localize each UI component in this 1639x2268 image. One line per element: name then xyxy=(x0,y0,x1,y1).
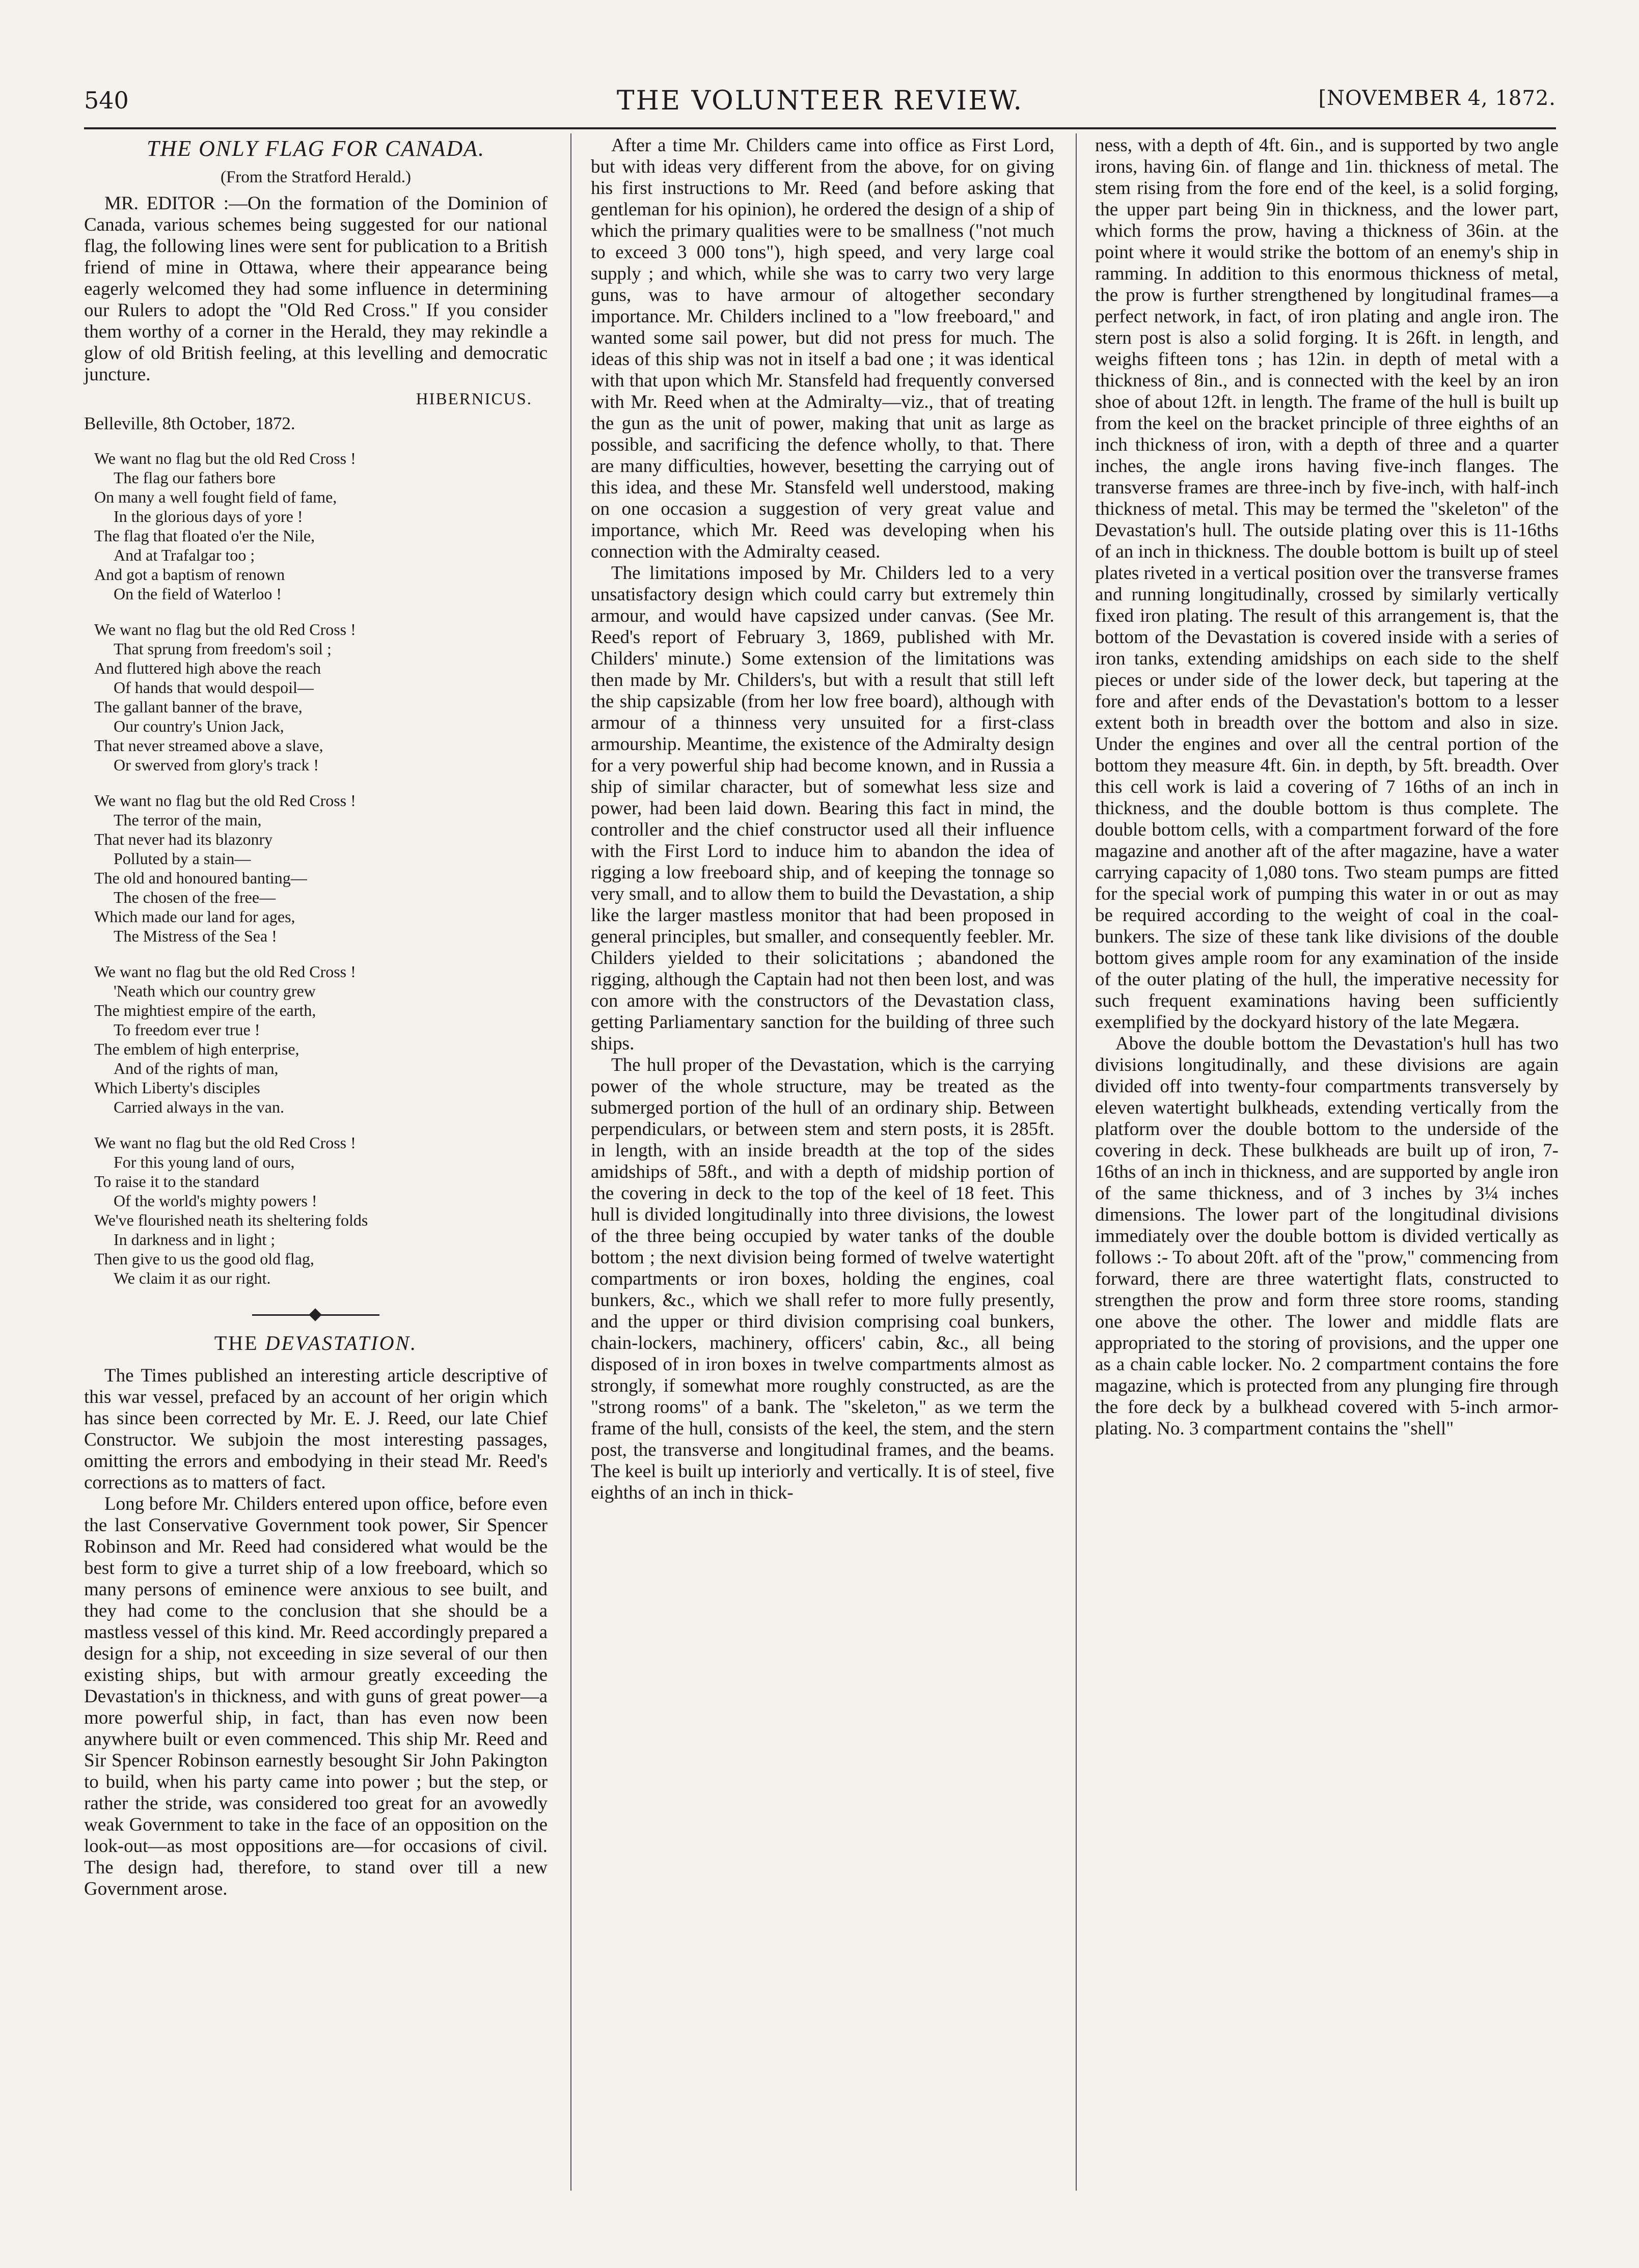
poem-title: THE ONLY FLAG FOR CANADA. xyxy=(147,136,485,161)
poem-source: (From the Stratford Herald.) xyxy=(221,168,411,186)
column-rule-1 xyxy=(570,133,571,2191)
poem-line: And got a baptism of renown xyxy=(94,565,285,584)
poem-line: That never streamed above a slave, xyxy=(94,736,323,755)
poem-line: The emblem of high enterprise, xyxy=(94,1040,299,1058)
poem-line: We've flourished neath its sheltering folds xyxy=(94,1211,368,1229)
editor-letter: MR. EDITOR :—On the formation of the Dominion of Canada, various schemes being suggested for our national flag, the following lines were sent for publication to a British friend of mine in Ottawa, where their appearance being eagerly welcomed they had some influence in determining our Rulers to adopt the "Old Red Cross." If you consider them worthy of a corner in the Herald, they may rekindle a glow of old British feeling, at this levelling and democratic juncture. xyxy=(84,193,548,385)
poem-line: The flag that floated o'er the Nile, xyxy=(94,527,315,545)
poem-stanza xyxy=(94,791,548,946)
poem-stanza xyxy=(94,1133,548,1288)
article-paragraph: The Times published an interesting article descriptive of this war vessel, prefaced by an account of her origin which has since been corrected by Mr. E. J. Reed, our late Chief Constructor. We subjoin the most interesting passages, omitting the errors and embodying in their stead Mr. Reed's corrections as to matters of fact. xyxy=(84,1365,548,1493)
poem-line: That never had its blazonry xyxy=(94,830,273,848)
article-paragraph: After a time Mr. Childers came into office as First Lord, but with ideas very different from the above, for on giving his first instructions to Mr. Reed (and before asking that gentleman for his opinion), he ordered the design of a ship of which the primary qualities were to be smallness ("not much to exceed 3 000 tons"), high speed, and very large coal supply ; and which, while she was to carry two very large guns, was to have armour of altogether secondary importance. Mr. Childers inclined to a "low freeboard," and wanted some sail power, but did not press for much. The ideas of this ship was not in itself a bad one ; it was identical with that upon which Mr. Stansfeld had frequently conversed with Mr. Reed when at the Admiralty—viz., that of treating the gun as the unit of power, making that unit as large as possible, and sacrificing the defence wholly, to that. There are many difficulties, however, besetting the carrying out of this idea, and these Mr. Stansfeld well understood, making on one occasion a suggestion of very great value and importance, which Mr. Reed was developing when his connection with the Admiralty ceased. xyxy=(591,135,1054,562)
poem-line: We want no flag but the old Red Cross ! xyxy=(94,962,356,981)
poem-line: Which made our land for ages, xyxy=(94,907,295,926)
poem-line: Carried always in the van. xyxy=(114,1098,284,1116)
poem-stanza xyxy=(94,962,548,1117)
section-divider xyxy=(84,1304,548,1324)
column-3 xyxy=(1095,135,1559,1440)
poem-line: And fluttered high above the reach xyxy=(94,659,321,677)
poem-line: In darkness and in light ; xyxy=(114,1230,276,1249)
poem-line: Polluted by a stain— xyxy=(114,849,251,868)
article-paragraph: Above the double bottom the Devastation's hull has two divisions longitudinally, and these divisions are again divided off into twenty-four compartments transversely by eleven watertight bulkheads, extending vertically from the platform over the double bottom to the underside of the covering in deck. These bulkheads are built up of iron, 7-16ths of an inch in thickness, and are supported by angle iron of the same thickness, and of 3 inches by 3¼ inches dimensions. The lower part of the longitudinal divisions immediately over the double bottom is divided vertically as follows :- To about 20ft. aft of the "prow," commencing from forward, there are three watertight flats, constructed to strengthen the prow and form three store rooms, standing one above the other. The lower and middle flats are appropriated to the storing of provisions, and the upper one as a chain cable locker. No. 2 compartment contains the fore magazine, which is protected from any plunging fire through the fore deck by a bulkhead covered with 5-inch armor-plating. No. 3 compartment contains the "shell" xyxy=(1095,1033,1559,1439)
poem-line: On the field of Waterloo ! xyxy=(114,585,282,603)
column-rule-2 xyxy=(1076,133,1077,2191)
poem-line: Our country's Union Jack, xyxy=(114,717,284,735)
poem-line: The chosen of the free— xyxy=(114,888,276,906)
poem-stanza xyxy=(94,620,548,775)
poem-line: The gallant banner of the brave, xyxy=(94,698,303,716)
article-paragraph: The hull proper of the Devastation, which is the carrying power of the whole structure, may be treated as the submerged portion of the hull of an ordinary ship. Between perpendiculars, or between stem and stern posts, it is 285ft. in length, with an inside breadth at the top of the sides amidships of 58ft., and with a depth of midship portion of the covering in deck to the top of the keel of 18 feet. This hull is divided longitudinally into three divisions, the lowest of the three being occupied by water tanks of the double bottom ; the next division being formed of twelve watertight compartments or iron boxes, holding the engines, coal bunkers, &c., which we shall refer to more fully presently, and the upper or third division comprising coal bunkers, chain-lockers, machinery, officers' cabin, &c., all being disposed of in iron boxes in twelve compartments almost as strongly, if somewhat more roughly constructed, as are the "strong rooms" of a bank. The "skeleton," as we term the frame of the hull, consists of the keel, the stem, and the stern post, the transverse and longitudinal frames, and the beams. The keel is built up interiorly and vertically. It is of steel, five eighths of an inch in thick- xyxy=(591,1055,1055,1503)
poem-line: The old and honoured banting— xyxy=(94,869,307,887)
poem-line: Or swerved from glory's track ! xyxy=(114,756,319,774)
article-paragraph: ness, with a depth of 4ft. 6in., and is supported by two angle irons, having 6in. of flange and 1in. thickness of metal. The stem rising from the fore end of the keel, is a solid forging, the upper part being 9in in thickness, and the lower part, which forms the prow, having a thickness of 36in. at the point where it would strike the bottom of an enemy's ship in ramming. In addition to this enormous thickness of metal, the prow is further strengthened by longitudinal frames—a perfect network, in fact, of iron plating and angle iron. The stern post is also a solid forging. It is 26ft. in length, and weighs fifteen tons ; has 12in. in depth of metal with a thickness of 8in., and is connected with the keel by an iron shoe of about 12ft. in length. The frame of the hull is built up from the keel on the bracket principle of three eighths of an inch thickness of iron, with a depth of three and a quarter inches, the angle irons having five-inch flanges. The transverse frames are three-inch by five-inch, with half-inch thickness of metal. This may be termed the "skeleton" of the Devastation's hull. The outside plating over this is 11-16ths of an inch in thickness. The double bottom is built up of steel plates riveted in a vertical position over the transverse frames and running longitudinally, crossed by similarly vertically fixed iron plating. The result of this arrangement is, that the bottom of the Devastation is covered inside with a series of iron tanks, extending amidships on each side to the shelf pieces or under side of the lower deck, but tapering at the fore and after ends of the Devastation's bottom to a lesser extent both in breadth over the bottom and also in size. Under the engines and over all the central portion of the bottom they measure 4ft. 6in. in depth, by 5ft. breadth. Over this cell work is laid a covering of 7 16ths of an inch in thickness, and the double bottom is thus complete. The double bottom cells, with a compartment forward of the fore magazine and another aft of the after magazine, have a water carrying capacity of 1,080 tons. Two steam pumps are fitted for the special work of pumping this water in or out as may be required according to the weight of coal in the coal-bunkers. The size of these tank like divisions of the double bottom gives ample room for any examination of the inside of the outer plating of the hull, the imperative necessity for such frequent examinations having been sufficiently exemplified by the dockyard history of the late Megæra. xyxy=(1095,135,1559,1033)
article-paragraph: The limitations imposed by Mr. Childers led to a very unsatisfactory design which could carry but extremely thin armour, and would have capsized under canvas. (See Mr. Reed's report of February 3, 1869, published with Mr. Childers' minute.) Some extension of the limitations was then made by Mr. Childers's, but with a result that still left the ship capsizable (from her low free board), although with armour of a thinness very unsuited for a first-class armourship. Meantime, the existence of the Admiralty design for a very powerful ship had become known, and in Russia a ship of similar character, but of somewhat less size and power, had been laid down. Bearing this fact in mind, the controller and the chief constructor used all their influence with the First Lord to induce him to abandon the idea of rigging a low freeboard ship, and of keeping the tonnage so very small, and to allow them to build the Devastation, a ship like the larger mastless monitor that had been proposed in general principles, but smaller, and consequently feebler. Mr. Childers yielded to their solicitations ; abandoned the rigging, although the Captain had not then been lost, and was con amore with the constructors of the Devastation class, getting Parliamentary sanction for the building of three such ships. xyxy=(591,563,1054,1054)
page-number: 540 xyxy=(84,87,129,114)
poem-line: 'Neath which our country grew xyxy=(114,982,316,1000)
poem-line: The mightiest empire of the earth, xyxy=(94,1001,316,1019)
poem-line: We want no flag but the old Red Cross ! xyxy=(94,620,356,639)
poem-line: And at Trafalgar too ; xyxy=(114,546,255,564)
poem-line: To raise it to the standard xyxy=(94,1172,259,1191)
poem-line: We want no flag but the old Red Cross ! xyxy=(94,791,356,810)
poem-stanza xyxy=(94,449,548,603)
poem-line: We want no flag but the old Red Cross ! xyxy=(94,449,356,467)
letter-signature: HIBERNICUS. xyxy=(416,390,532,408)
poem-line: And of the rights of man, xyxy=(114,1059,279,1077)
poem-line: The flag our fathers bore xyxy=(114,468,276,487)
poem-line: We want no flag but the old Red Cross ! xyxy=(94,1133,356,1152)
column-1 xyxy=(84,135,548,1900)
poem-line: The Mistress of the Sea ! xyxy=(114,927,277,945)
column-2 xyxy=(591,135,1054,1504)
article-title-ship: DEVASTATION. xyxy=(265,1332,418,1354)
poem-line: Which Liberty's disciples xyxy=(94,1078,260,1097)
letter-dateline: Belleville, 8th October, 1872. xyxy=(84,413,295,433)
poem-line: Then give to us the good old flag, xyxy=(94,1250,314,1268)
page-header xyxy=(84,81,1556,127)
poem-line: That sprung from freedom's soil ; xyxy=(114,640,332,658)
poem-line: On many a well fought field of fame, xyxy=(94,488,337,506)
article-paragraph: Long before Mr. Childers entered upon office, before even the last Conservative Government took power, Sir Spencer Robinson and Mr. Reed had considered what would be the best form to give a turret ship of a low freeboard, which so many persons of eminence were anxious to see built, and they had come to the conclusion that she should be a mastless vessel of this kind. Mr. Reed accordingly prepared a design for a ship, not exceeding in size several of our then existing ships, but with armour greatly exceeding the Devastation's in thickness, and with guns of great power—a more powerful ship, in fact, than has even now been anywhere built or even commenced. This ship Mr. Reed and Sir Spencer Robinson earnestly besought Sir John Pakington to build, when his party came into power ; but the step, or rather the stride, was considered too great for an avowedly weak Government to take in the face of an opposition on the look-out—as most oppositions are—for occasions of civil. The design had, therefore, to stand over till a new Government arose. xyxy=(84,1493,548,1899)
poem-line: Of the world's mighty powers ! xyxy=(114,1192,317,1210)
article-title xyxy=(84,1333,548,1354)
article-title-prefix: THE xyxy=(214,1332,259,1354)
poem-line: The terror of the main, xyxy=(114,811,262,829)
poem-line: For this young land of ours, xyxy=(114,1153,295,1171)
poem-line: In the glorious days of yore ! xyxy=(114,507,303,525)
poem-line: To freedom ever true ! xyxy=(114,1020,260,1039)
issue-date: [NOVEMBER 4, 1872. xyxy=(1318,87,1556,110)
publication-title: THE VOLUNTEER REVIEW. xyxy=(616,86,1024,116)
poem-line: Of hands that would despoil— xyxy=(114,678,314,697)
poem-line: We claim it as our right. xyxy=(114,1269,271,1287)
header-rule xyxy=(84,127,1556,129)
poem xyxy=(94,449,548,1288)
